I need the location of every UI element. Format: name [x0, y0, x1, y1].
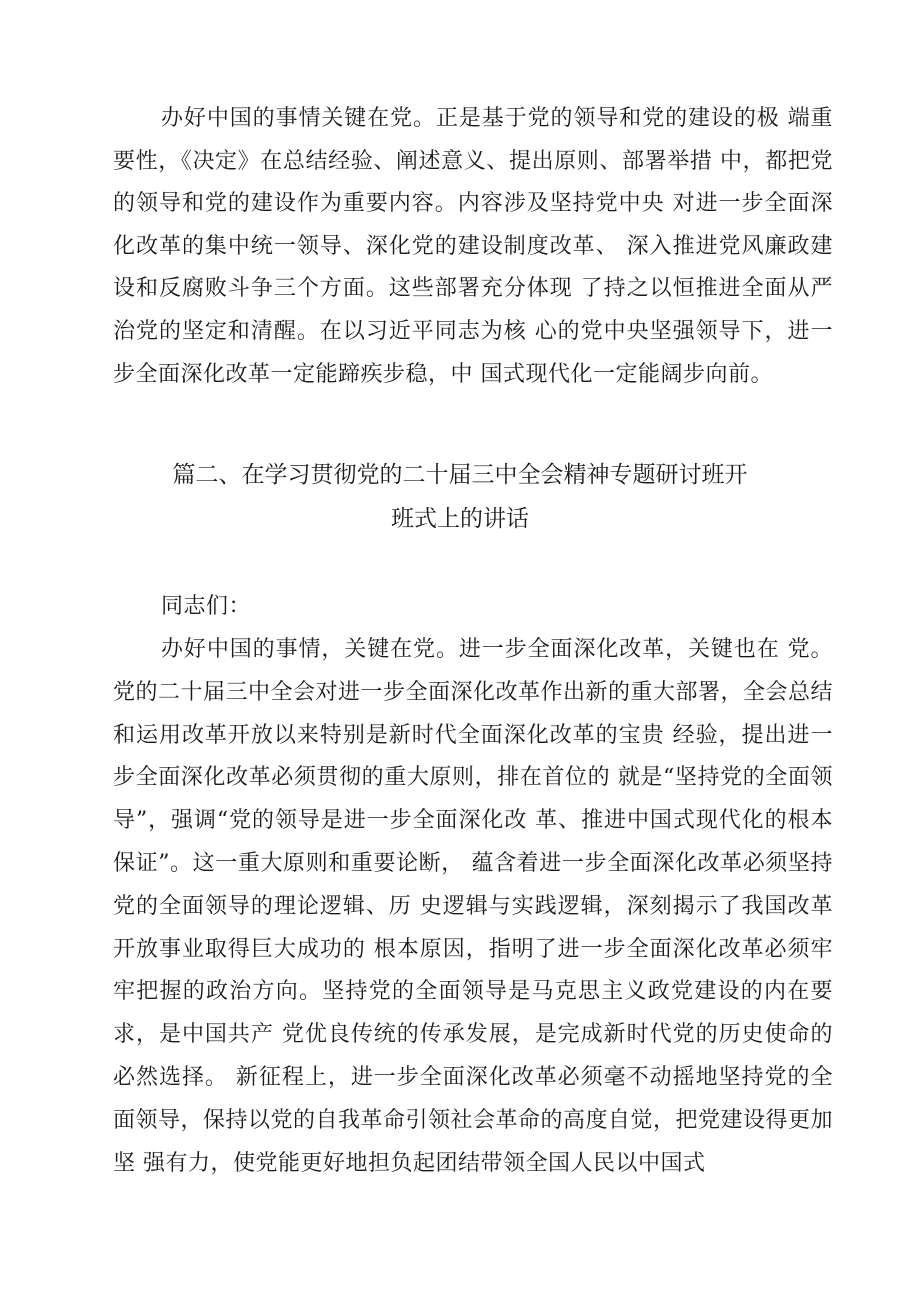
section-title-line-1: 篇二、在学习贯彻党的二十届三中全会精神专题研讨班开 [172, 462, 748, 488]
salutation: 同志们： [161, 594, 252, 619]
body-paragraph: 办好中国的事情，关键在党。进一步全面深化改革，关键也在 党。党的二十届三中全会对进一步全面深化改革作出新的重大部署，全会总结和运用改革开放以来特别是新时代全面深化改革的宝贵 经验，提出进一步全面深化改革必须贯彻的重大原则，排在首位的 就是“坚持党的全面领导”，强调“党的领导是进一步全面深化改 革、推进中国式现代化的根本保证”。这一重大原则和重要论断， 蕴含着进一步全面深化改革必须坚持党的全面领导的理论逻辑、历 史逻辑与实践逻辑，深刻揭示了我国改革开放事业取得巨大成功的 根本原因，指明了进一步全面深化改革必须牢牢把握的政治方向。坚持党的全面领导是马克思主义政党建设的内在要求，是中国共产 党优良传统的传承发展，是完成新时代党的历史使命的必然选择。 新征程上，进一步全面深化改革必须毫不动摇地坚持党的全面领导，保持以党的自我革命引领社会革命的高度自觉，把党建设得更加坚 强有力，使党能更好地担负起团结带领全国人民以中国式 [113, 637, 834, 1176]
section-title-line-2: 班式上的讲话 [391, 506, 529, 532]
intro-paragraph: 办好中国的事情关键在党。正是基于党的领导和党的建设的极 端重要性，《决定》在总结经验、阐述意义、提出原则、部署举措 中，都把党的领导和党的建设作为重要内容。内容涉及坚持党中央 对进一步全面深化改革的集中统一领导、深化党的建设制度改革、 深入推进党风廉政建设和反腐败斗争三个方面。这些部署充分体现 了持之以恒推进全面从严治党的坚定和清醒。在以习近平同志为核 心的党中央坚强领导下，进一步全面深化改革一定能蹄疾步稳，中 国式现代化一定能阔步向前。 [113, 106, 833, 387]
